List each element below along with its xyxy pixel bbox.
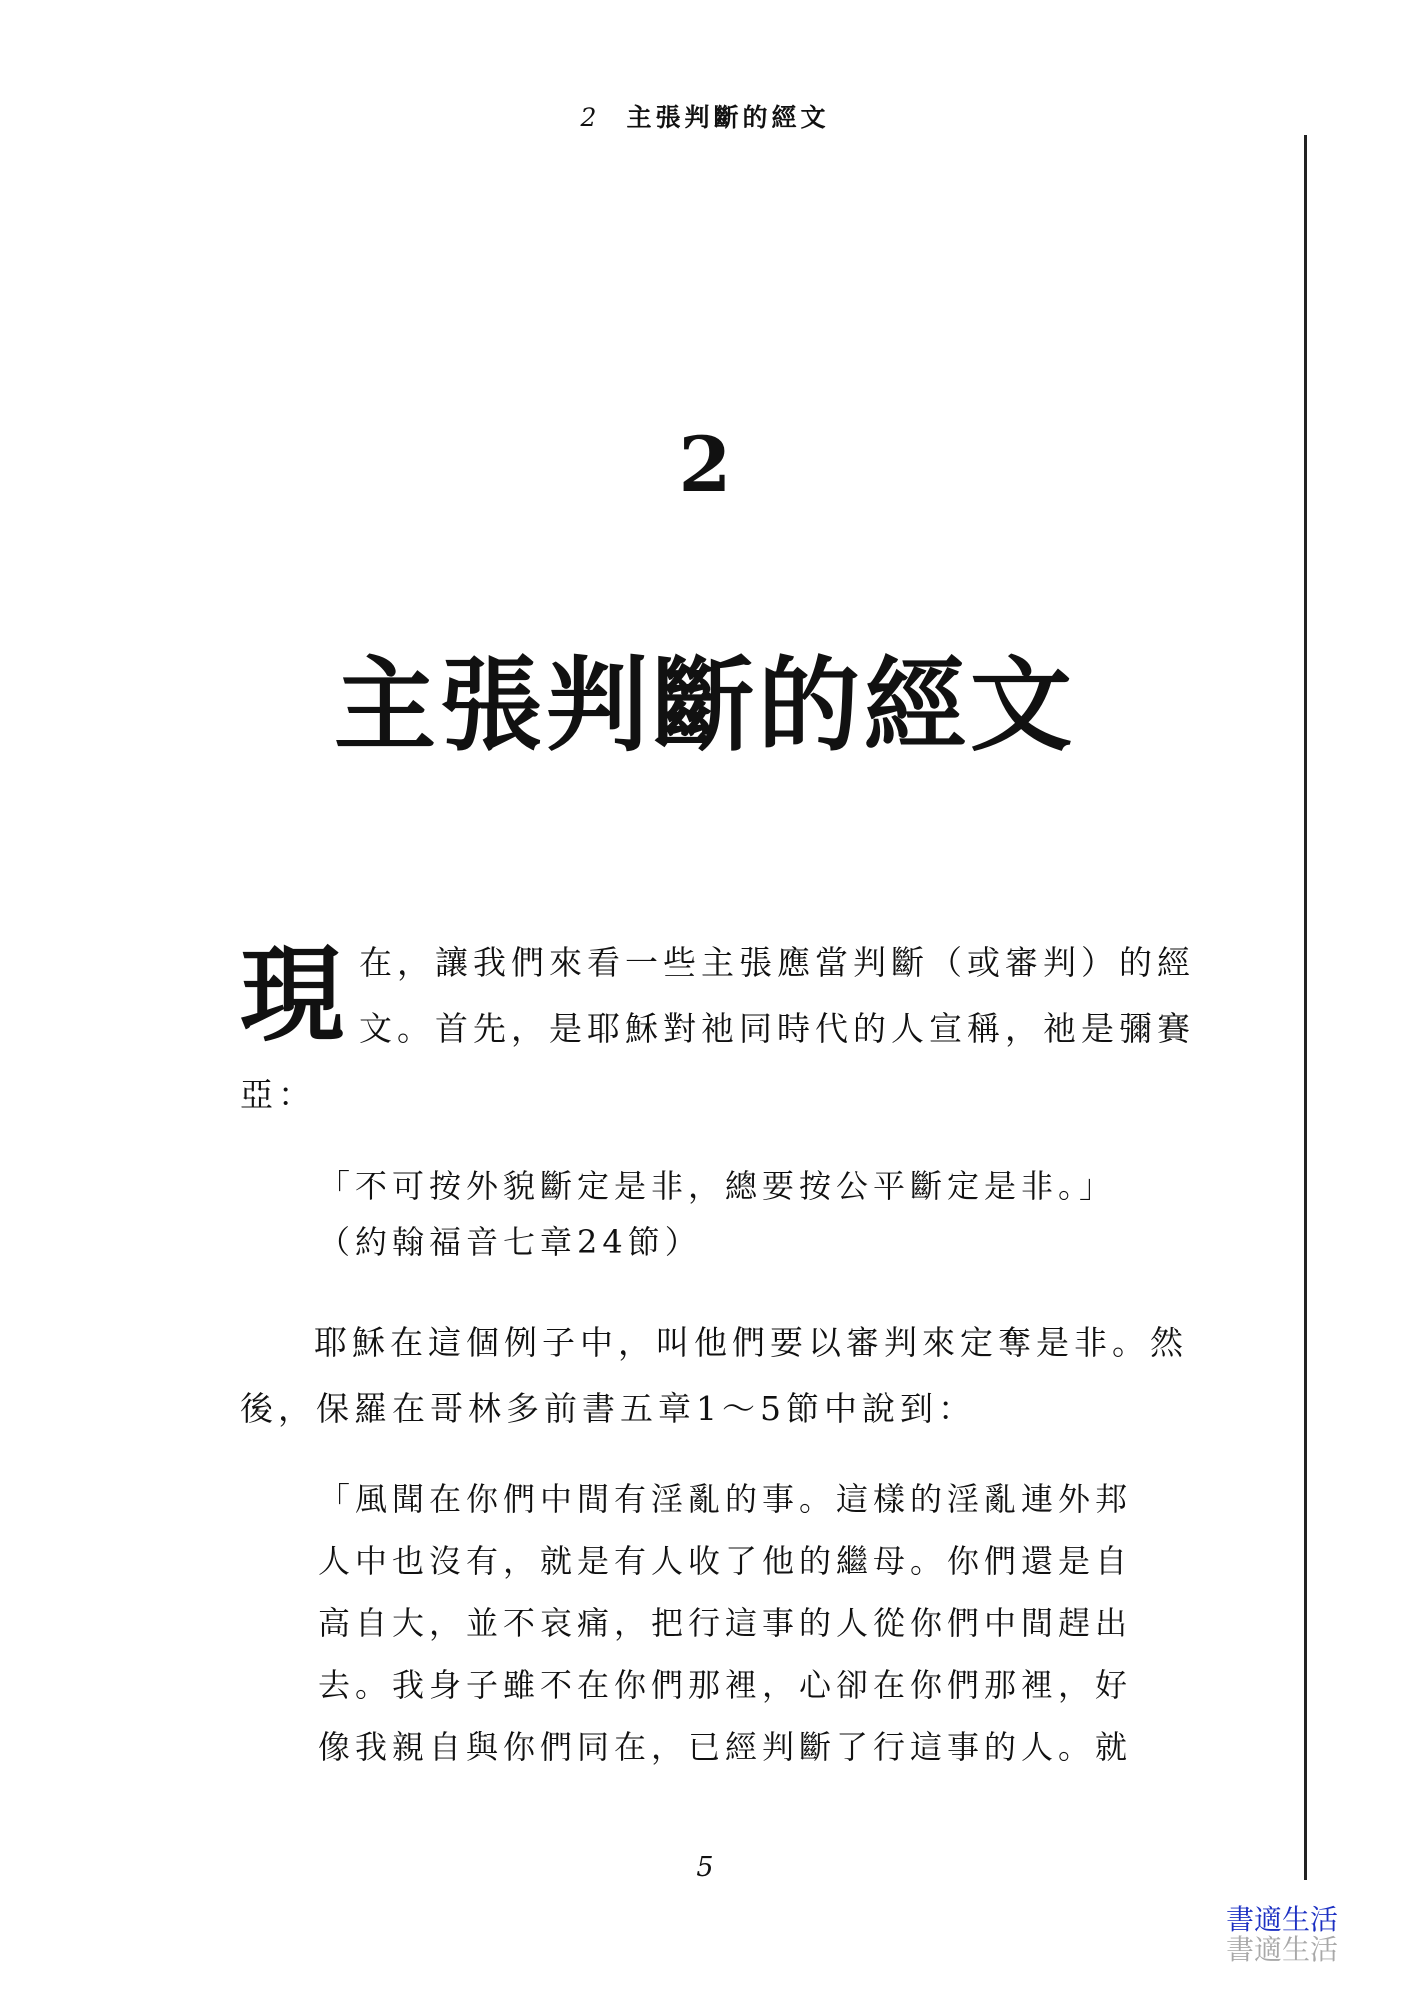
watermark-line-1: 書適生活 [1226,1903,1339,1936]
chapter-number: 2 [678,420,732,509]
running-head-number: 2 [580,103,601,132]
paragraph-2: 耶穌在這個例子中，叫他們要以審判來定奪是非。然後，保羅在哥林多前書五章1～5節中說到： [240,1323,1188,1428]
chapter-title: 主張判斷的經文 [334,646,1076,766]
running-head-title: 主張判斷的經文 [626,103,830,132]
paragraph-1-text: 在，讓我們來看一些主張應當判斷（或審判）的經文。首先，是耶穌對祂同時代的人宣稱，祂是彌賽亞： [240,943,1196,1114]
quote-1-reference: （約翰福音七章24節） [318,1223,702,1261]
drop-cap: 現 [240,933,350,1056]
quote-1-text: 「不可按外貌斷定是非，總要按公平斷定是非。」 [318,1167,1117,1205]
quote-2-line: 像我親自與你們同在，已經判斷了行這事的人。就 [318,1728,1133,1766]
quote-2-line: 人中也沒有，就是有人收了他的繼母。你們還是自 [318,1542,1133,1580]
margin-rule [1304,135,1307,1880]
watermark-logo [1226,1905,1366,1965]
quote-2-line: 高自大，並不哀痛，把行這事的人從你們中間趕出 [318,1604,1133,1642]
running-head [0,98,1410,134]
watermark-line-2: 書適生活 [1226,1933,1339,1966]
paragraph-1 [240,930,1240,1128]
scripture-quote-2 [318,1468,1218,1778]
scripture-quote-1 [318,1158,1218,1270]
quote-2-line: 去。我身子雖不在你們那裡，心卻在你們那裡，好 [318,1666,1133,1704]
page-number: 5 [696,1852,714,1883]
quote-2-line: 「風聞在你們中間有淫亂的事。這樣的淫亂連外邦 [318,1480,1133,1518]
